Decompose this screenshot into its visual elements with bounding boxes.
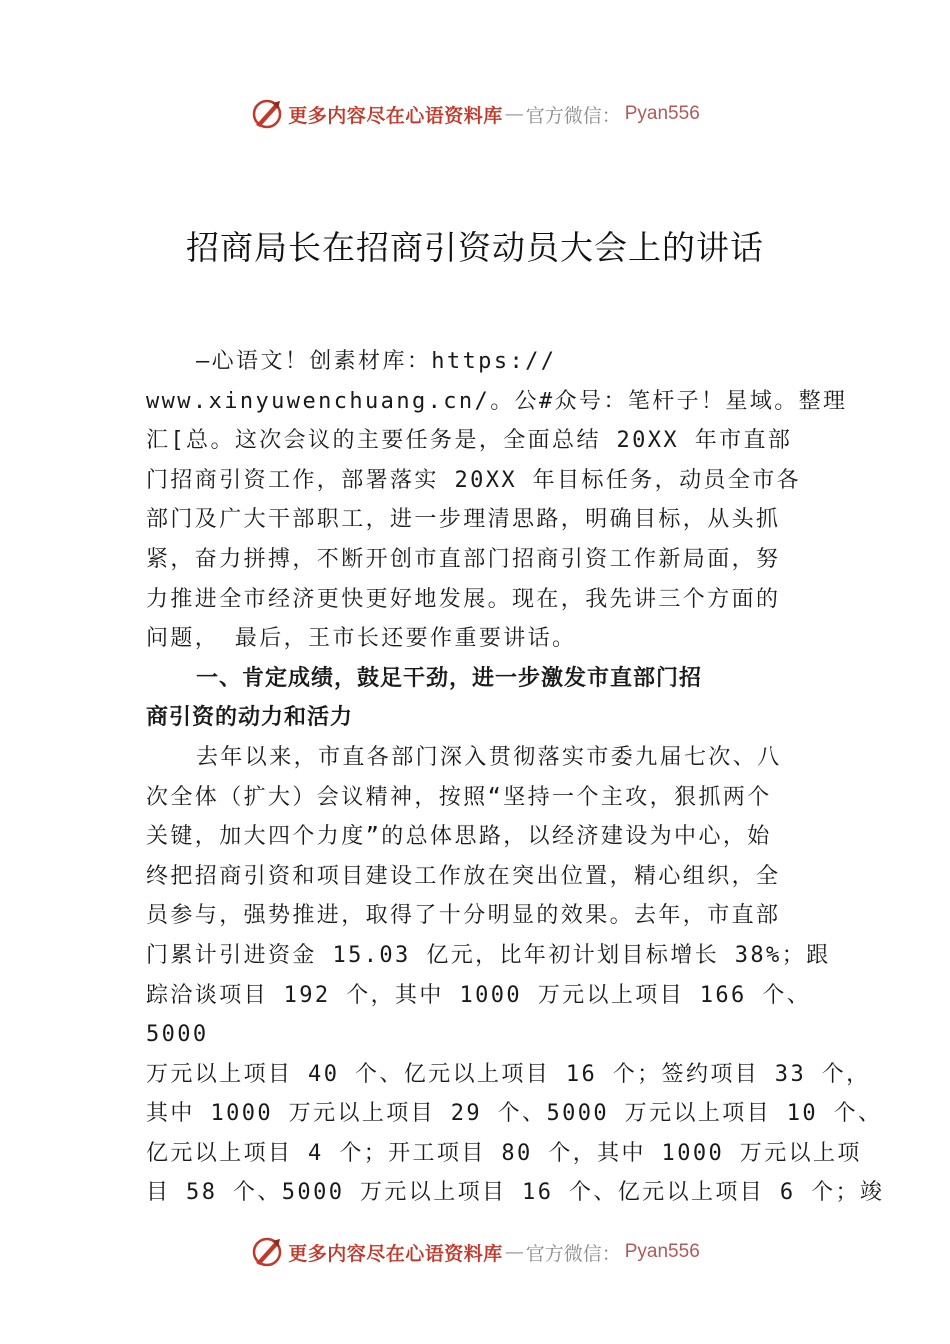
body-line: 终把招商引资和项目建设工作放在突出位置，精心组织，全 [146,863,781,889]
watermark-label: 官方微信： [525,1242,621,1265]
body-line: 目 58 个、5000 万元以上项目 16 个、亿元以上项目 6 个；竣 [146,1180,885,1206]
watermark-id: Pyan556 [624,1241,700,1262]
section-heading: 一、肯定成绩，鼓足干劲，进一步激发市直部门招 [196,665,703,691]
body-line: 部门及广大干部职工，进一步理清思路，明确目标，从头抓 [146,507,781,533]
brush-logo-icon [250,1235,284,1269]
watermark-id: Pyan556 [624,103,700,124]
body-line: 紧，奋力拼搏，不断开创市直部门招商引资工作新局面，努 [146,546,781,572]
body-line: 其中 1000 万元以上项目 29 个、5000 万元以上项目 10 个、 [146,1101,883,1127]
body-line: 力推进全市经济更快更好地发展。现在，我先讲三个方面的 [146,586,781,612]
body-line: 去年以来，市直各部门深入贯彻落实市委九届七次、八 [196,744,782,770]
body-line: 踪洽谈项目 192 个，其中 1000 万元以上项目 166 个、 [146,982,812,1008]
section-heading: 商引资的动力和活力 [146,705,354,731]
body-line: 门累计引进资金 15.03 亿元，比年初计划目标增长 38%；跟 [146,942,831,968]
watermark-separator: — [504,1241,524,1263]
body-line: 门招商引资工作，部署落实 20XX 年目标任务，动员全市各 [146,467,802,493]
brush-logo-icon [250,97,284,131]
document-title: 招商局长在招商引资动员大会上的讲话 [186,228,764,267]
body-line: www.xinyuwenchuang.cn/。公#众号：笔杆子！星域。整理 [146,388,848,414]
body-line: 亿元以上项目 4 个；开工项目 80 个，其中 1000 万元以上项 [146,1140,862,1166]
body-line: 员参与，强势推进，取得了十分明显的效果。去年，市直部 [146,903,781,929]
watermark-banner-top [0,94,950,134]
body-line: 5000 [146,1022,209,1048]
body-line: —心语文！创素材库：https:// [196,349,557,374]
body-line: 汇[总。这次会议的主要任务是，全面总结 20XX 年市直部 [146,428,793,454]
watermark-separator: — [504,103,524,125]
document-body [146,342,885,1213]
watermark-text: 更多内容尽在心语资料库 [288,104,503,127]
body-line: 次全体（扩大）会议精神，按照“坚持一个主攻，狠抓两个 [146,784,772,810]
body-line: 问题， 最后，王市长还要作重要讲话。 [146,626,577,652]
watermark-text: 更多内容尽在心语资料库 [288,1242,503,1265]
watermark-label: 官方微信： [525,104,621,127]
watermark-banner-bottom [0,1232,950,1272]
body-line: 万元以上项目 40 个、亿元以上项目 16 个；签约项目 33 个， [146,1061,871,1087]
body-line: 关键，加大四个力度”的总体思路，以经济建设为中心，始 [146,824,772,850]
